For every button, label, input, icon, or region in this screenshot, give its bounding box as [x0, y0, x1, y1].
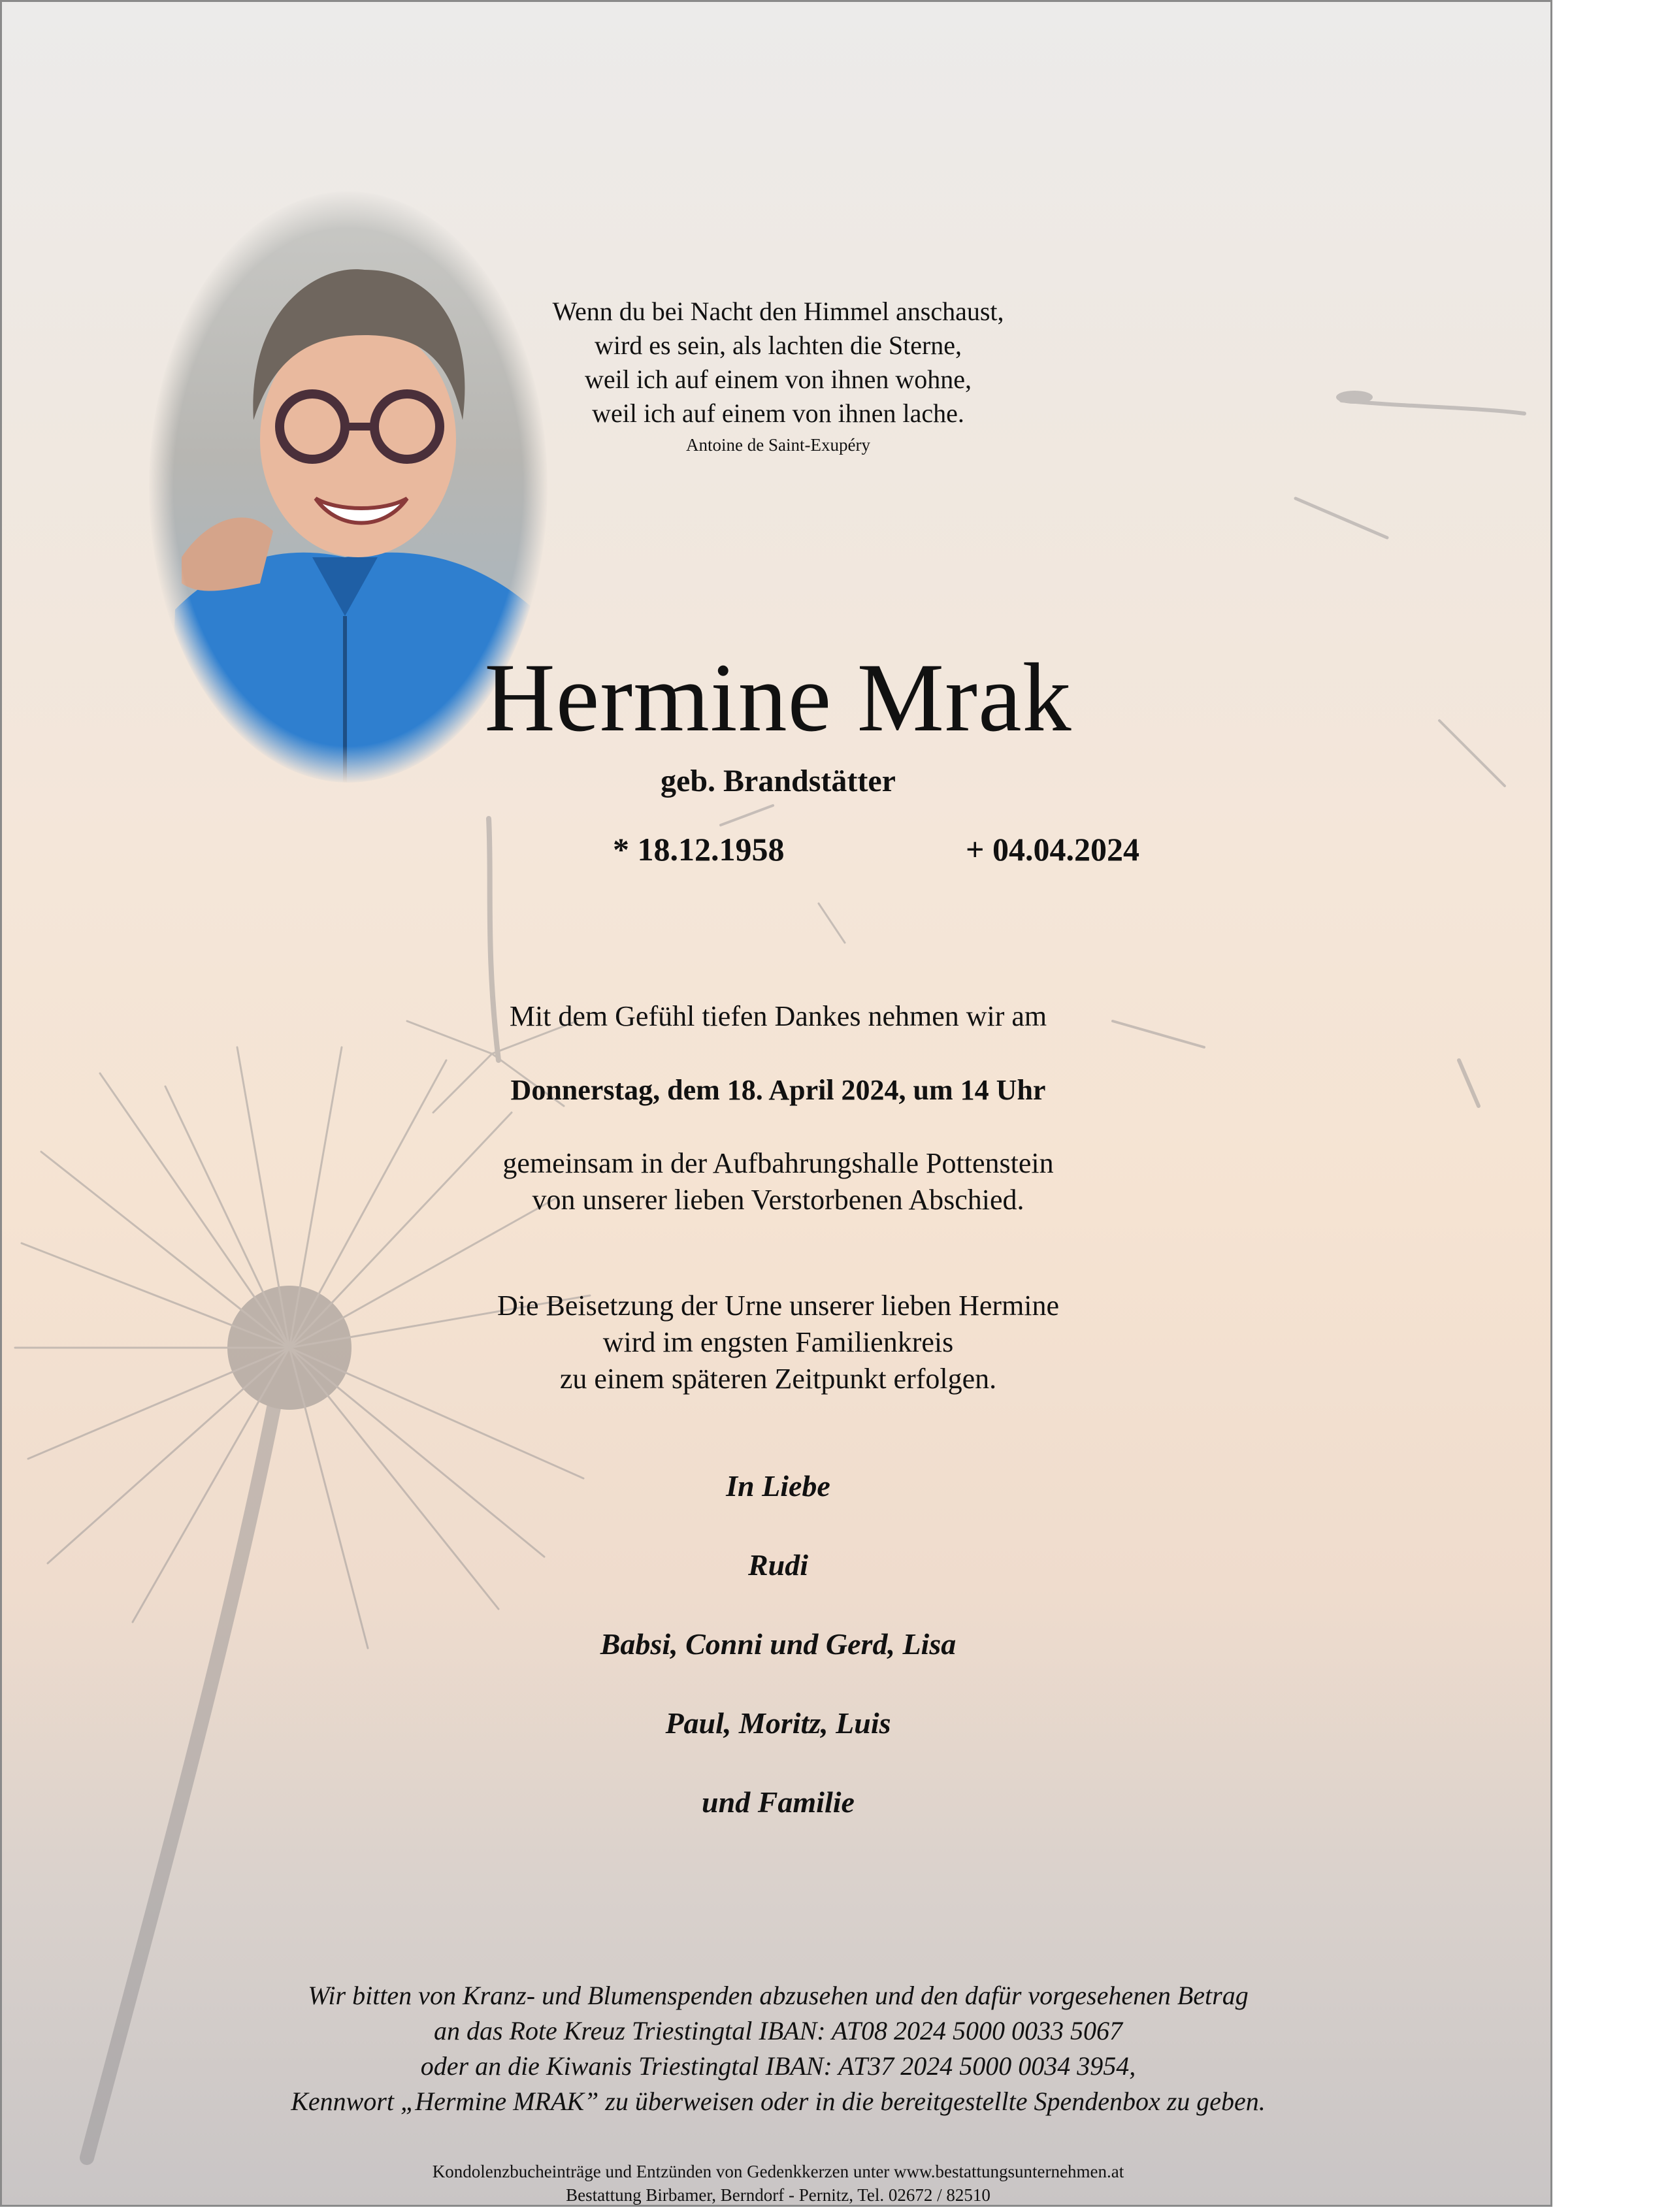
poem-line: weil ich auf einem von ihnen lache. [592, 398, 964, 428]
footer [2, 2160, 1552, 2207]
donation-line: oder an die Kiwanis Triestingtal IBAN: AT37 2024 5000 0034 3954, [420, 2051, 1136, 2081]
family-line: In Liebe [726, 1469, 830, 1503]
poem-line: weil ich auf einem von ihnen wohne, [584, 365, 972, 394]
burial-notice-line: wird im engsten Familienkreis [602, 1326, 954, 1358]
donation-line: Wir bitten von Kranz- und Blumenspenden abzusehen und den dafür vorgesehenen Betrag [308, 1981, 1249, 2010]
donation-line: Kennwort „Hermine MRAK” zu überweisen oder in die bereitgestellte Spendenbox zu geben. [291, 2087, 1266, 2116]
death-date: + 04.04.2024 [966, 831, 1139, 868]
family-line: Paul, Moritz, Luis [665, 1706, 891, 1740]
burial-notice-line: zu einem späteren Zeitpunkt erfolgen. [559, 1363, 997, 1395]
burial-notice-line: Die Beisetzung der Urne unserer lieben Hermine [497, 1290, 1060, 1322]
donation-request [2, 1978, 1552, 2119]
poem-author: Antoine de Saint-Exupéry [686, 435, 870, 455]
poem-line: Wenn du bei Nacht den Himmel anschaust, [552, 297, 1004, 326]
birth-date: * 18.12.1958 [613, 831, 785, 868]
donation-line: an das Rote Kreuz Triestingtal IBAN: AT08 2024 5000 0033 5067 [433, 2016, 1123, 2045]
ceremony-place-line: gemeinsam in der Aufbahrungshalle Pottenstein [502, 1147, 1054, 1179]
maiden-name: geb. Brandstätter [661, 764, 896, 798]
ceremony-place [2, 1145, 1552, 1218]
family-line: Rudi [747, 1548, 809, 1582]
family-line: und Familie [702, 1785, 855, 1819]
footer-line: Bestattung Birbamer, Berndorf - Pernitz, Tel. 02672 / 82510 [566, 2185, 990, 2205]
footer-line: Kondolenzbucheinträge und Entzünden von Gedenkkerzen unter www.bestattungsunternehmen.at [432, 2162, 1124, 2181]
ceremony-place-line: von unserer lieben Verstorbenen Abschied. [532, 1184, 1024, 1216]
family-line: Babsi, Conni und Gerd, Lisa [600, 1627, 957, 1661]
poem-line: wird es sein, als lachten die Sterne, [594, 331, 962, 360]
deceased-name: Hermine Mrak [484, 643, 1072, 752]
burial-notice [2, 1288, 1552, 1397]
announcement-intro: Mit dem Gefühl tiefen Dankes nehmen wir am [509, 1000, 1047, 1032]
ceremony-date-time: Donnerstag, dem 18. April 2024, um 14 Uhr [510, 1074, 1046, 1106]
poem [2, 295, 1552, 431]
